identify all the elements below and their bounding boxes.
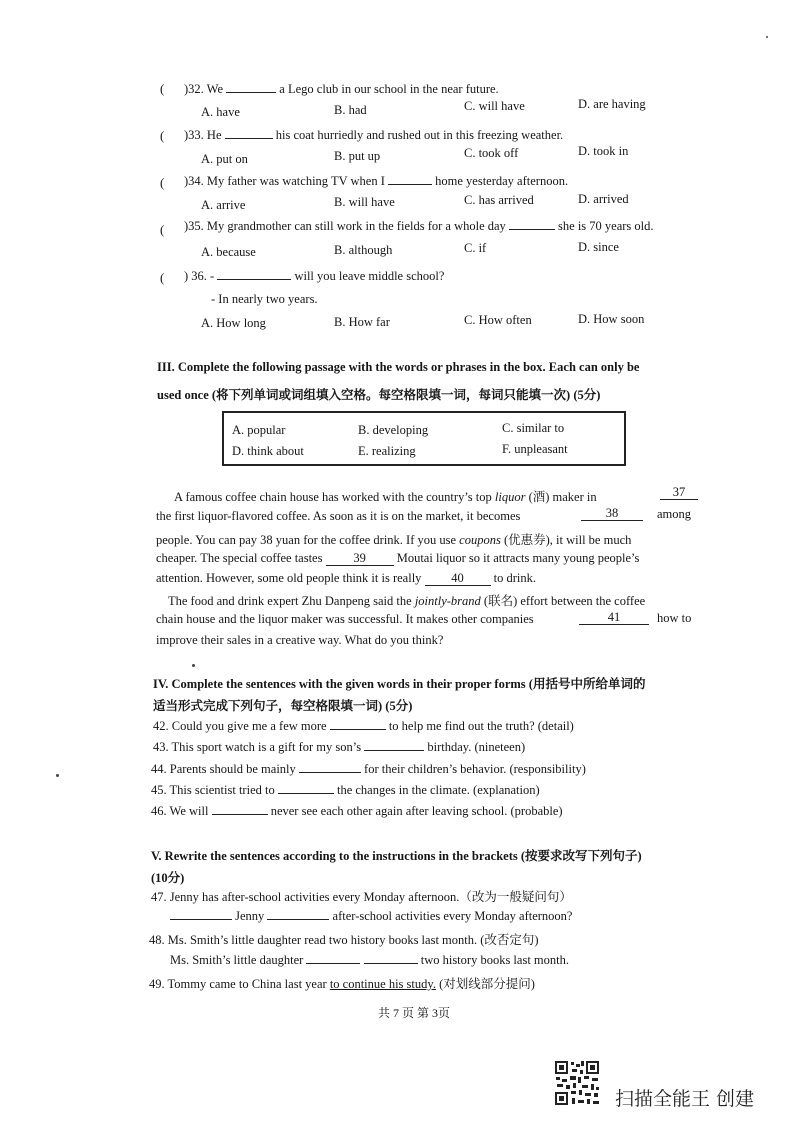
blank-48-1[interactable] [306, 952, 360, 964]
answer-paren-35: ( [160, 222, 165, 237]
question-36-answer: - In nearly two years. [211, 292, 318, 306]
passage-text: chain house and the liquor maker was successful. It makes other companies [156, 612, 534, 626]
question-32-rest: a Lego club in our school in the near future. [279, 82, 499, 96]
sentence-text: never see each other again after leaving school. (probable) [270, 804, 563, 818]
blank-47-2[interactable] [267, 908, 329, 920]
sentence-46 [151, 803, 563, 819]
passage-line-6 [168, 591, 645, 609]
answer-paren-32: ( [160, 81, 165, 96]
scan-speck [192, 664, 195, 667]
passage-text: A famous coffee chain house has worked with the country’s top [174, 490, 492, 504]
option-34-b: B. will have [334, 195, 395, 209]
passage-line-7 [156, 612, 534, 627]
passage-text: people. You can pay 38 yuan for the coffee drink. If you use [156, 533, 457, 547]
question-36-rest: will you leave middle school? [294, 269, 445, 283]
passage-line-1 [174, 487, 597, 505]
option-32-a: A. have [201, 105, 240, 119]
blank-44[interactable] [299, 761, 361, 773]
blank-32[interactable] [226, 81, 276, 93]
passage-text: (酒) maker in [528, 490, 597, 504]
option-34-c: C. has arrived [464, 193, 534, 207]
question-35-rest: she is 70 years old. [558, 219, 654, 233]
blank-35[interactable] [509, 218, 555, 230]
passage-text: cheaper. The special coffee tastes [156, 551, 323, 565]
sentence-43 [153, 739, 525, 755]
word-box [222, 411, 626, 466]
sentence-text: 45. This scientist tried to [151, 783, 275, 797]
sentence-text: 44. Parents should be mainly [151, 762, 296, 776]
passage-line-4 [156, 551, 639, 566]
passage-text: the first liquor-flavored coffee. As soon as it is on the market, it becomes [156, 509, 521, 523]
question-35-stem: )35. My grandmother can still work in the fields for a whole day [184, 219, 506, 233]
scanner-watermark: 扫描全能王 创建 [615, 1088, 755, 1110]
underlined-phrase: to continue his study. [329, 977, 436, 991]
sentence-text: 43. This sport watch is a gift for my son’s [153, 740, 362, 754]
sentence-49 [149, 974, 535, 992]
section-5-heading-line2: (10分) [151, 871, 185, 885]
word-option-d: D. think about [232, 444, 304, 458]
passage-line-2 [156, 509, 520, 524]
blank-38[interactable]: 38 [581, 507, 643, 521]
section-5-heading-line1: V. Rewrite the sentences according to the instructions in the brackets (按要求改写下列句子) [151, 849, 642, 863]
page-number: 共 7 页 第 3页 [378, 1006, 451, 1020]
answer-paren-36: ( [160, 270, 165, 285]
passage-text: (联名) effort between the coffee [483, 594, 646, 608]
passage-line-8 [156, 633, 443, 648]
section-4-heading-line1: IV. Complete the sentences with the given words in their proper forms (用括号中所给单词的 [153, 677, 646, 691]
blank-45[interactable] [278, 782, 334, 794]
sentence-text: birthday. (nineteen) [427, 740, 526, 754]
question-32 [184, 81, 499, 97]
option-36-d: D. How soon [578, 312, 645, 326]
option-35-d: D. since [578, 240, 619, 254]
answer-paren-34: ( [160, 175, 165, 190]
question-33 [184, 127, 563, 143]
option-32-c: C. will have [464, 99, 525, 113]
question-33-stem: )33. He [184, 128, 222, 142]
blank-40[interactable]: 40 [425, 572, 491, 586]
option-32-d: D. are having [578, 97, 646, 111]
blank-33[interactable] [225, 127, 273, 139]
sentence-42 [153, 718, 574, 734]
word-option-a: A. popular [232, 423, 286, 437]
sentence-text: 49. Tommy came to China last year [149, 977, 327, 991]
passage-text: to drink. [493, 571, 537, 585]
question-34-stem: )34. My father was watching TV when I [184, 174, 385, 188]
blank-39[interactable]: 39 [326, 552, 394, 566]
passage-text: improve their sales in a creative way. What do you think? [156, 633, 444, 647]
word-option-e: E. realizing [358, 444, 416, 458]
section-3-heading-line2: used once (将下列单词或词组填入空格。每空格限填一词，每词只能填一次) (5分) [157, 388, 601, 402]
option-33-d: D. took in [578, 144, 629, 158]
option-35-a: A. because [201, 245, 256, 259]
option-36-c: C. How often [464, 313, 532, 327]
question-34 [184, 173, 568, 189]
scan-speck [56, 774, 59, 777]
sentence-text: Ms. Smith’s little daughter [170, 953, 304, 967]
sentence-47-rewrite [170, 908, 572, 924]
passage-italic-liquor: liquor [494, 490, 526, 504]
option-33-a: A. put on [201, 152, 248, 166]
sentence-text: for their children’s behavior. (responsibility) [364, 762, 586, 776]
sentence-text: 42. Could you give me a few more [153, 719, 327, 733]
option-33-c: C. took off [464, 146, 519, 160]
qr-code-icon [554, 1060, 600, 1106]
option-36-a: A. How long [201, 316, 266, 330]
blank-41[interactable]: 41 [579, 611, 649, 625]
question-36-stem: ) 36. - [184, 269, 215, 283]
passage-italic-coupons: coupons [459, 533, 501, 547]
sentence-45 [151, 782, 540, 798]
sentence-text: (对划线部分提问) [439, 977, 535, 991]
sentence-47: 47. Jenny has after-school activities every Monday afternoon.（改为一般疑问句） [151, 890, 572, 904]
passage-line-3 [156, 530, 631, 548]
passage-text: how to [657, 611, 692, 625]
passage-text: The food and drink expert Zhu Danpeng said the [168, 594, 412, 608]
option-36-b: B. How far [334, 315, 390, 329]
sentence-48: 48. Ms. Smith’s little daughter read two history books last month. (改否定句) [149, 933, 539, 947]
option-34-a: A. arrive [201, 198, 246, 212]
sentence-text: the changes in the climate. (explanation) [336, 783, 540, 797]
blank-42[interactable] [330, 718, 386, 730]
question-34-rest: home yesterday afternoon. [435, 174, 569, 188]
sentence-text: two history books last month. [420, 953, 569, 967]
passage-text: Moutai liquor so it attracts many young people’s [396, 551, 640, 565]
word-option-c: C. similar to [502, 421, 565, 435]
option-32-b: B. had [334, 103, 367, 117]
option-35-b: B. although [334, 243, 393, 257]
question-33-rest: his coat hurriedly and rushed out in this freezing weather. [275, 128, 564, 142]
section-3-heading-line1: III. Complete the following passage with the words or phrases in the box. Each can only be [157, 360, 640, 374]
passage-italic-jointly-brand: jointly-brand [414, 594, 481, 608]
blank-48-2[interactable] [364, 952, 418, 964]
sentence-48-rewrite [170, 952, 569, 968]
question-35 [184, 218, 654, 234]
sentence-text: Jenny [235, 909, 265, 923]
blank-43[interactable] [364, 739, 424, 751]
passage-line-5 [156, 571, 536, 586]
word-option-b: B. developing [358, 423, 429, 437]
passage-text: attention. However, some old people think it is really [156, 571, 422, 585]
sentence-text: to help me find out the truth? (detail) [388, 719, 574, 733]
option-33-b: B. put up [334, 149, 381, 163]
blank-34[interactable] [388, 173, 432, 185]
blank-36[interactable] [217, 268, 291, 280]
blank-37[interactable]: 37 [660, 486, 698, 500]
option-34-d: D. arrived [578, 192, 629, 206]
scan-speck [766, 36, 768, 38]
word-option-f: F. unpleasant [502, 442, 568, 456]
sentence-text: after-school activities every Monday afternoon? [332, 909, 573, 923]
option-35-c: C. if [464, 241, 487, 255]
question-36 [184, 268, 444, 284]
passage-text: (优惠券), it will be much [503, 533, 632, 547]
passage-text: among [657, 507, 692, 521]
answer-paren-33: ( [160, 128, 165, 143]
question-32-stem: )32. We [184, 82, 224, 96]
blank-46[interactable] [212, 803, 268, 815]
sentence-text: 46. We will [151, 804, 209, 818]
section-4-heading-line2: 适当形式完成下列句子，每空格限填一词) (5分) [153, 699, 413, 713]
sentence-44 [151, 761, 586, 777]
blank-47-1[interactable] [170, 908, 232, 920]
